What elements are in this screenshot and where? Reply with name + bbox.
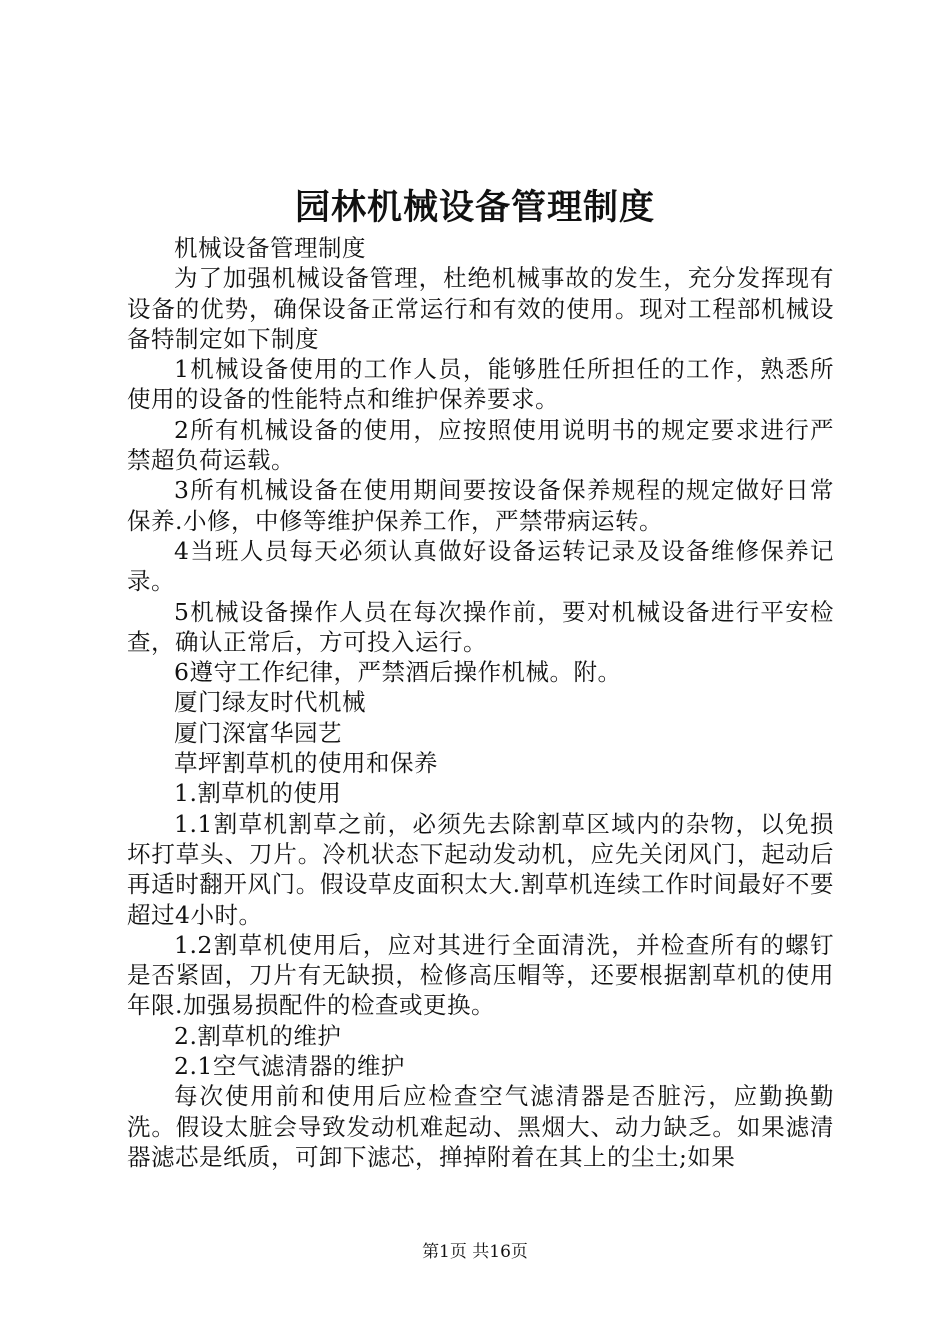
paragraph: 厦门深富华园艺 bbox=[174, 718, 342, 747]
paragraph: 1机械设备使用的工作人员，能够胜任所担任的工作，熟悉所使用的设备的性能特点和维护保养要求。 bbox=[127, 355, 834, 414]
paragraph: 2.割草机的维护 bbox=[174, 1021, 342, 1050]
document-title: 园林机械设备管理制度 bbox=[294, 187, 655, 228]
paragraph: 机械设备管理制度 bbox=[174, 234, 366, 262]
paragraph: 3所有机械设备在使用期间要按设备保养规程的规定做好日常保养.小修，中修等维护保养工作，严禁带病运转。 bbox=[127, 476, 834, 535]
paragraph: 1.2割草机使用后，应对其进行全面清洗，并检查所有的螺钉是否紧固，刀片有无缺损，检修高压帽等，还要根据割草机的使用年限.加强易损配件的检查或更换。 bbox=[127, 930, 834, 1020]
paragraph: 每次使用前和使用后应检查空气滤清器是否脏污，应勤换勤洗。假设太脏会导致发动机难起动、黑烟大、动力缺乏。如果滤清器滤芯是纸质，可卸下滤芯，掸掉附着在其上的尘土;如果 bbox=[127, 1082, 834, 1171]
paragraph: 为了加强机械设备管理，杜绝机械事故的发生，充分发挥现有设备的优势，确保设备正常运行和有效的使用。现对工程部机械设备特制定如下制度 bbox=[127, 264, 834, 353]
paragraph: 厦门绿友时代机械 bbox=[174, 688, 366, 717]
paragraph: 2.1空气滤清器的维护 bbox=[174, 1052, 405, 1081]
paragraph: 5机械设备操作人员在每次操作前，要对机械设备进行平安检查，确认正常后，方可投入运行。 bbox=[127, 597, 834, 656]
paragraph: 2所有机械设备的使用，应按照使用说明书的规定要求进行严禁超负荷运载。 bbox=[127, 415, 834, 475]
page-footer: 第1页 共16页 bbox=[422, 1242, 528, 1262]
paragraph: 1.割草机的使用 bbox=[174, 779, 342, 808]
paragraph: 1.1割草机割草之前，必须先去除割草区域内的杂物，以免损坏打草头、刀片。冷机状态下起动发动机，应先关闭风门，起动后再适时翻开风门。假设草皮面积太大.割草机连续工作时间最好不要超过4小时。 bbox=[127, 809, 834, 929]
paragraph: 草坪割草机的使用和保养 bbox=[174, 749, 438, 778]
paragraph: 4当班人员每天必须认真做好设备运转记录及设备维修保养记录。 bbox=[127, 536, 834, 596]
document-body bbox=[127, 233, 834, 1172]
paragraph: 6遵守工作纪律，严禁酒后操作机械。附。 bbox=[174, 658, 622, 687]
